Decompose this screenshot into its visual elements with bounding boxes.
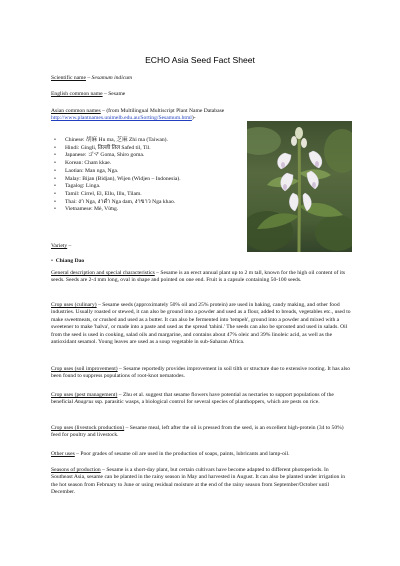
section-text: – Sesame meal, left after the oil is pressed from the seed, is an excellent high-protein (34 to 50%) feed for poultry and livestock. [51, 425, 344, 439]
section-label: Crop uses (culinary) [51, 302, 97, 308]
section-label: General description and special characteristics [51, 270, 155, 276]
english-name-sep: – [102, 91, 109, 97]
variety-list [51, 258, 84, 264]
asian-names-after: )- [191, 115, 196, 122]
section-label: Seasons of production [51, 467, 101, 473]
plant-names-database-link[interactable]: http://www.plantnames.unimelb.edu.au/Sorting/Sesamum.html [51, 115, 192, 122]
section-text: – Poor grades of sesame oil are used in the production of soaps, paints, lubricants and lamp-oil. [74, 451, 290, 457]
section-livestock-production [51, 425, 351, 440]
section-text: – Sesame seeds (approximately 50% oil and 25% protein) are used in baking, candy making, and other food industries. Usually roasted or stewed, it can also be ground into a powder and used as a flour, added to breads, vegetables etc., used to make sweetmeats, or crushed and used as a butter. It can also be fermented into 'tempeh', ground into a powder and mixed with a sweetener to make 'halva', or made into a paste and used as the spread 'tahini.' The seeds can also be sprouted and used in salads. Oil from the seed is used in cooking, salad oils and margarine, and contains about 47% oleic and 39% linoleic acid, as well as the antioxidant sesamol. Young leaves are used as a soup vegetable in sub-Saharan Africa. [51, 302, 351, 346]
list-item: • Chinese: 胡麻 Hu ma, 芝麻 Zhi ma (Taiwan). [51, 137, 241, 145]
section-text: – Sesame reportedly provides improvement in soil tilth or structure due to extensive rooting. It has also been found to suppress populations of root-knot nematodes. [51, 366, 351, 380]
section-label: Other uses [51, 451, 75, 457]
section-italic-term: Anagrus [74, 399, 94, 406]
list-item: • Japanese: ゴマ Goma, Shiro goma. [51, 152, 241, 160]
english-name-value: Sesame [108, 91, 126, 97]
section-seasons-of-production [51, 467, 351, 497]
english-name-line [51, 91, 351, 98]
scientific-name-line [51, 75, 351, 82]
list-item: • Korean: Cham kkae. [51, 160, 241, 168]
bullet-icon: • [51, 258, 56, 264]
list-item: • Vietnamese: Mè, Vừng. [51, 206, 241, 214]
section-soil-improvement [51, 366, 351, 381]
variety-heading [51, 243, 351, 250]
list-item: • Hindi: Gingli, तिल्ली तिल Safed til, Til. [51, 145, 241, 153]
list-item: • Tamil: Cirrel, El, Ellu, Illu, Tilam. [51, 191, 241, 199]
variety-label: Variety [51, 243, 68, 249]
sesame-plant-illustration [247, 121, 352, 252]
section-text: ssp. parasitic wasps, a biological control for several species of planthoppers, which are pests on rice. [93, 399, 320, 406]
section-text: – Sesame is a short-day plant, but certain cultivars have become adapted to different photoperiods. In Southeast Asia, sesame can be planted in the rainy season in May and harvested in August. It can also be planted under irrigation in the hot season from February to June or using residual moisture at the end of the rainy season from September/October until December. [51, 467, 346, 496]
asian-names-label: Asian common names [51, 108, 101, 114]
scientific-name-value: Sesamum indicum [91, 75, 133, 81]
scientific-name-sep: – [85, 75, 92, 81]
variety-sep: – [67, 243, 72, 249]
section-label: Crop uses (livestock production) [51, 425, 125, 431]
scientific-name-label: Scientific name [51, 75, 86, 81]
list-item: • Thai: งา Nga, งาดำ Nga dam, งาขาว Nga khao. [51, 199, 241, 207]
asian-names-intro [51, 108, 251, 123]
section-text: – Sesame is an erect annual plant up to 2 m tall, known for the high oil content of its seeds. Seeds are 2-4 mm long, oval in shape and pointed on one end. Fruit is a capsule containing 50-100 seeds. [51, 270, 346, 284]
common-names-list [51, 137, 241, 214]
sesame-plant-photo [247, 121, 352, 252]
english-name-label: English common name [51, 91, 103, 97]
section-text: – Zhu et al. suggest that sesame flowers have potential as nectaries to support populations of the beneficial [51, 392, 334, 406]
list-item: • Laotian: Man nga, Nga. [51, 168, 241, 176]
variety-item: Chiang Dao [55, 258, 85, 264]
section-general-description [51, 270, 351, 285]
section-other-uses [51, 451, 351, 458]
section-label: Crop uses (pest management) [51, 392, 118, 398]
section-label: Crop uses (soil improvement) [51, 366, 118, 372]
list-item: • Malay: Bijan (Bidjan), Wijen (Widjen – Indonesia). [51, 176, 241, 184]
section-culinary-uses [51, 302, 351, 346]
section-pest-management [51, 392, 351, 407]
document-title: ECHO Asia Seed Fact Sheet [145, 55, 255, 65]
list-item: • Tagalog: Linga. [51, 183, 241, 191]
asian-names-text: – (from Multilingual Multiscript Plant Name Database [100, 108, 225, 114]
